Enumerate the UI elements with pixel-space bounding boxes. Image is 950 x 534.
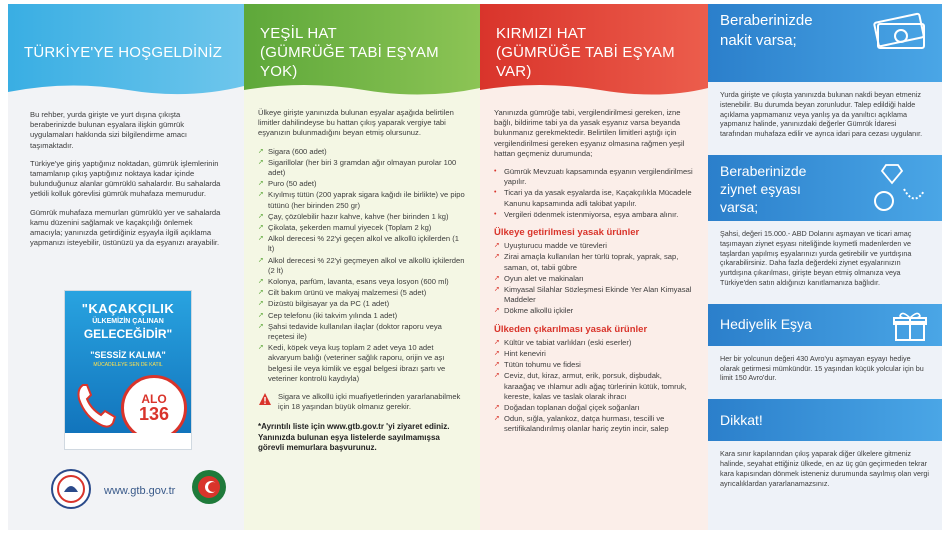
arrow-icon: ➚ — [258, 180, 264, 188]
bullet-icon: • — [494, 168, 497, 176]
list-item — [258, 234, 466, 254]
import-ban-title: Ülkeye getirilmesi yasak ürünler — [494, 227, 640, 239]
poster-slogan: "SESSİZ KALMA" — [90, 350, 166, 360]
list-item-text: Odun, sığla, yalankoz, datça hurması, tescilli ve sertifikalandırılmış olanlar hariç zeytin incir, salep — [504, 414, 669, 434]
list-item-text: Kolonya, parfüm, lavanta, esans veya losyon (600 ml) — [268, 277, 449, 287]
arrow-icon: ➚ — [258, 289, 264, 297]
arrow-icon: ➚ — [258, 278, 264, 286]
cash-icon — [872, 10, 928, 54]
list-item-text: Alkol derecesi % 22'yi geçen alkol ve alkollü içkilerden (1 lt) — [268, 234, 459, 254]
cash-title-2: nakit varsa; — [720, 32, 797, 49]
list-item — [494, 210, 694, 220]
cash-title-1: Beraberinizde — [720, 12, 813, 29]
list-item-text: Çay, çözülebilir hazır kahve, kahve (her birinden 1 kg) — [268, 211, 449, 221]
arrow-icon: ➚ — [494, 404, 500, 412]
arrow-icon: ➚ — [258, 344, 264, 352]
green-line-header — [244, 4, 480, 100]
jewelry-banner — [708, 155, 942, 221]
green-line-panel — [244, 4, 480, 530]
list-item — [494, 167, 694, 187]
red-line-intro — [494, 108, 694, 159]
hotline-number: 136 — [138, 404, 170, 424]
arrow-icon: ➚ — [494, 415, 500, 423]
welcome-title: TÜRKİYE'YE HOŞGELDİNİZ — [24, 43, 223, 61]
jewelry-icon — [868, 161, 928, 215]
list-item-text: Cilt bakım ürünü ve makyaj malzemesi (5 adet) — [268, 288, 427, 298]
list-item — [258, 223, 466, 233]
list-item — [494, 274, 694, 284]
arrow-icon: ➚ — [258, 235, 264, 243]
welcome-paragraph: Türkiye'ye giriş yaptığınız noktadan, gümrük işlemlerinin tamamlanıp çıkış yaptığınız noktaya kadar içinde bulunduğunuz alanlar gümrüklü sahalardır. Bu sahalarda yetkili kolluk görevlisi gümrük muhafaza memurudur. — [30, 158, 221, 199]
list-item-text: Dizüstü bilgisayar ya da PC (1 adet) — [268, 299, 390, 309]
hotline-badge — [121, 375, 187, 441]
anti-smuggling-poster — [64, 290, 192, 450]
poster-headline: "KAÇAKÇILIK — [81, 301, 175, 316]
welcome-header — [8, 4, 244, 100]
jewelry-title — [720, 162, 806, 216]
list-item — [494, 403, 694, 413]
list-item-text: Ceviz, dut, kiraz, armut, erik, porsuk, dişbudak, karaağaç ve ıhlamur adlı ağaç türlerinin kütük, tomruk, kereste, kalas ve taslak olarak ihracı — [504, 371, 687, 401]
red-line-panel — [480, 4, 708, 530]
attention-body — [708, 441, 942, 504]
poster-headline-2: GELECEĞİDİR" — [83, 327, 173, 341]
list-item — [258, 277, 466, 287]
list-item — [494, 241, 694, 251]
list-item-text: Alkol derecesi % 22'yi geçmeyen alkol ve alkollü içkilerden (2 lt) — [268, 255, 465, 275]
list-item-text: Kıyılmış tütün (200 yaprak sigara kağıdı ile birlikte) ve pipo tütünü (her birinden 250 gr) — [268, 190, 465, 210]
list-item-text: Hint keneviri — [504, 349, 546, 359]
attention-text: Kara sınır kapılarından çıkış yaparak diğer ülkelere gitmeniz halinde, seyahat ettiğiniz ülkede, en az üç gün geçirmeden tekrar kara kapısından dönmek isteneniz durumunda sayılmış olan vergi ayrıcalıklardan yararlanamazsınız. — [720, 449, 929, 488]
list-item-text: Kültür ve tabiat varlıkları (eski eserler) — [504, 337, 632, 347]
list-item — [494, 371, 694, 402]
list-item-text: Kimyasal Silahlar Sözleşmesi Ekinde Yer Alan Kimyasal Maddeler — [504, 285, 692, 305]
jewelry-body — [708, 221, 942, 304]
list-item-text: Çikolata, şekerden mamul yiyecek (Toplam 2 kg) — [268, 223, 432, 233]
red-line-intro-1: Yanınızda gümrüğe tabi, vergilendirilmesi gereken, izne bağlı, bildirime tabi ya da yasak eşyanız varsa beyanda bulunmanız gerekmektedir. — [494, 108, 681, 138]
jewelry-text: Şahsi, değeri 15.000.- ABD Dolarını aşmayan ve ticari amaç taşımayan ziynet eşyası niteliğinde kıymetli madenlerden ve taşlardan yapılmış eşyalarınızı yurda getirebilir ve yurtdışına çıkarabilirsiniz. Daha fazla değerdeki ziynet eşyalarınızın yurtdışına çıkarılması, girişte beyan etmiş olmanıza veya Türkiye'den satın aldığınızı kanıtlamanıza bağlıdır. — [720, 228, 912, 287]
welcome-panel — [8, 4, 244, 530]
arrow-icon: ➚ — [258, 224, 264, 232]
red-line-intro-2: Belirtilen limitleri aştığı için vergilendirilmesi gereken eşyanız olmasına rağmen yeşil hattan geçmeniz durumunda; — [494, 128, 685, 158]
declarations-panel — [708, 4, 942, 530]
poster-tagline: MÜCADELEYE SEN DE KATIL — [93, 362, 163, 368]
phone-icon — [75, 379, 121, 431]
poster-logo-strip — [65, 433, 191, 449]
cash-banner — [708, 4, 942, 82]
gift-banner — [708, 304, 942, 346]
arrow-icon: ➚ — [494, 372, 500, 380]
cash-title — [720, 11, 813, 51]
list-item — [494, 252, 694, 272]
import-ban-list — [494, 241, 694, 316]
list-item-text: Vergileri ödenmek istenmiyorsa, eşya ambara alınır. — [504, 209, 679, 219]
list-item — [258, 256, 466, 276]
arrow-icon: ➚ — [258, 300, 264, 308]
wave-decoration — [480, 78, 708, 100]
arrow-icon: ➚ — [494, 338, 500, 346]
jewelry-title-3: varsa; — [720, 198, 759, 215]
list-item — [258, 343, 466, 384]
green-line-intro: Ülkeye girişte yanınızda bulunan eşyalar aşağıda belirtilen limitler dahilindeyse bu hattan çıkış yaparak vergiye tabi eşyanızın bulunmadığını beyan etmiş olursunuz. — [258, 108, 454, 138]
bullet-icon: • — [494, 210, 497, 218]
list-item — [258, 299, 466, 309]
arrow-icon: ➚ — [494, 253, 500, 261]
list-item — [258, 288, 466, 298]
list-item — [258, 158, 466, 178]
website-link[interactable]: www.gtb.gov.tr — [104, 485, 176, 497]
gift-title: Hediyelik Eşya — [720, 316, 812, 333]
list-item — [494, 285, 694, 305]
arrow-icon: ➚ — [494, 286, 500, 294]
poster-subline: ÜLKEMİZİN ÇALINAN — [92, 318, 164, 325]
list-item — [258, 179, 466, 189]
red-line-title-1: KIRMIZI HAT — [496, 24, 587, 42]
allowance-list — [258, 147, 466, 384]
green-line-title — [260, 24, 464, 81]
wave-decoration — [244, 78, 480, 100]
green-line-title-2: (GÜMRÜĞE TABİ EŞYAM YOK) — [260, 43, 439, 80]
red-line-title — [496, 24, 692, 81]
list-item — [258, 322, 466, 342]
arrow-icon: ➚ — [258, 212, 264, 220]
arrow-icon: ➚ — [258, 147, 264, 155]
list-item — [494, 338, 694, 348]
list-item-text: Dökme alkollü içkiler — [504, 306, 574, 316]
list-item-text: Kedi, köpek veya kuş toplam 2 adet veya 10 adet akvaryum balığı (veteriner sağlık raporu, orijin ve aşı belgesi ile veya kimlik ve eşgal belgesi ibrazı şartı ve veteriner kontrolü kaydıyla) — [268, 343, 446, 383]
wave-decoration — [8, 78, 244, 100]
welcome-body — [8, 100, 244, 248]
list-item-text: Doğadan toplanan doğal çiçek soğanları — [504, 403, 640, 413]
attention-banner — [708, 399, 942, 441]
arrow-icon: ➚ — [258, 311, 264, 319]
export-ban-title: Ülkeden çıkarılması yasak ürünler — [494, 323, 648, 335]
brochure — [8, 4, 942, 530]
list-item — [258, 212, 466, 222]
list-item-text: Cep telefonu (iki takvim yılında 1 adet) — [268, 310, 398, 320]
list-item — [494, 349, 694, 359]
age-warning-text: Sigara ve alkollü içki muafiyetlerinden yararlanabilmek için 18 yaşından büyük olmanız gerekir. — [278, 392, 461, 412]
cash-text: Yurda girişte ve çıkışta yanınızda bulunan nakdi beyan etmeniz istenebilir. Bu durumda beyan zorunludur. Talep edildiği halde açıklama yapmamanız veya yanlış ya da yanıltıcı açıklama yapmanız halinde, yanınızdaki değerler Gümrük İdaresi tarafından muhafaza edilir ve ayrıca idari para cezası uygulanır. — [720, 90, 923, 139]
export-ban-list — [494, 338, 694, 435]
list-item-text: Ticari ya da yasak eşyalarda ise, Kaçakçılıkla Mücadele Kanunu kapsamında adli takibat yapılır. — [504, 188, 692, 208]
consequence-list — [494, 167, 694, 220]
jewelry-title-1: Beraberinizde — [720, 162, 807, 179]
list-item-text: Oyun alet ve makinaları — [504, 273, 584, 283]
list-item-text: Şahsi tedavide kullanılan ilaçlar (doktor raporu veya reçetesi ile) — [268, 321, 442, 342]
arrow-icon: ➚ — [258, 256, 264, 264]
jewelry-title-2: ziynet eşyası — [720, 180, 801, 197]
list-item-text: Gümrük Mevzuatı kapsamında eşyanın vergilendirilmesi yapılır. — [504, 167, 693, 187]
list-item — [258, 147, 466, 157]
arrow-icon: ➚ — [494, 361, 500, 369]
list-item — [494, 306, 694, 316]
list-item — [258, 311, 466, 321]
welcome-paragraph: Bu rehber, yurda girişte ve yurt dışına çıkışta beraberinizde bulunan eşyalara ilişkin gümrük uygulamaları hakkında sizi bilgilendirme amacı taşımaktadır. — [30, 110, 188, 150]
list-item — [494, 414, 694, 434]
list-item-text: Sigarillolar (her biri 3 gramdan ağır olmayan purolar 100 adet) — [268, 157, 457, 178]
list-item-text: Tütün tohumu ve fidesi — [504, 360, 581, 370]
arrow-icon: ➚ — [494, 307, 500, 315]
list-item-text: Puro (50 adet) — [268, 179, 317, 189]
cash-body — [708, 82, 942, 155]
bullet-icon: • — [494, 189, 497, 197]
gift-icon — [892, 310, 928, 342]
arrow-icon: ➚ — [494, 350, 500, 358]
list-item — [258, 190, 466, 210]
warning-icon — [258, 392, 272, 406]
arrow-icon: ➚ — [258, 322, 264, 330]
list-item-text: Uyuşturucu madde ve türevleri — [504, 241, 607, 251]
list-item — [494, 188, 694, 208]
welcome-paragraph: Gümrük muhafaza memurları gümrüklü yer ve sahalarda kamu düzenini sağlamak ve kaçakçılığı önlemek amacıyla; yanınızda getirdiğiniz eşyayla ilgili açıklama yapmanızı isteyebilir, üstünüzü ya da eşyanızı arayabilir. — [30, 207, 221, 248]
list-item-text: Sigara (600 adet) — [268, 146, 327, 156]
hotline-label: ALO — [141, 392, 167, 406]
arrow-icon: ➚ — [258, 158, 264, 166]
customs-enforcement-logo — [190, 468, 228, 506]
red-line-body — [480, 100, 708, 444]
gift-body — [708, 346, 942, 399]
gift-text: Her bir yolcunun değeri 430 Avro'yu aşmayan eşyayı hediye olarak getirmesi mümkündür. 15 yaşından küçük yolcular için bu limit 150 Avro'dur. — [720, 353, 924, 383]
green-line-body — [244, 100, 480, 462]
detail-footnote: *Ayrıntılı liste için www.gtb.gov.tr 'yi ziyaret ediniz. Yanınızda bulunan eşya listelerde sayılmamışsa görevli memurlara başvurunuz. — [258, 422, 450, 453]
age-warning — [258, 392, 466, 412]
list-item — [494, 360, 694, 370]
arrow-icon: ➚ — [494, 274, 500, 282]
red-line-title-2: (GÜMRÜĞE TABİ EŞYAM VAR) — [496, 43, 675, 80]
arrow-icon: ➚ — [494, 242, 500, 250]
red-line-header — [480, 4, 708, 100]
ministry-logo — [50, 468, 92, 510]
green-line-title-1: YEŞİL HAT — [260, 24, 337, 42]
arrow-icon: ➚ — [258, 191, 264, 199]
list-item-text: Zirai amaçla kullanılan her türlü toprak, yaprak, sap, saman, ot, tabii gübre — [504, 252, 679, 272]
attention-title: Dikkat! — [720, 411, 763, 428]
